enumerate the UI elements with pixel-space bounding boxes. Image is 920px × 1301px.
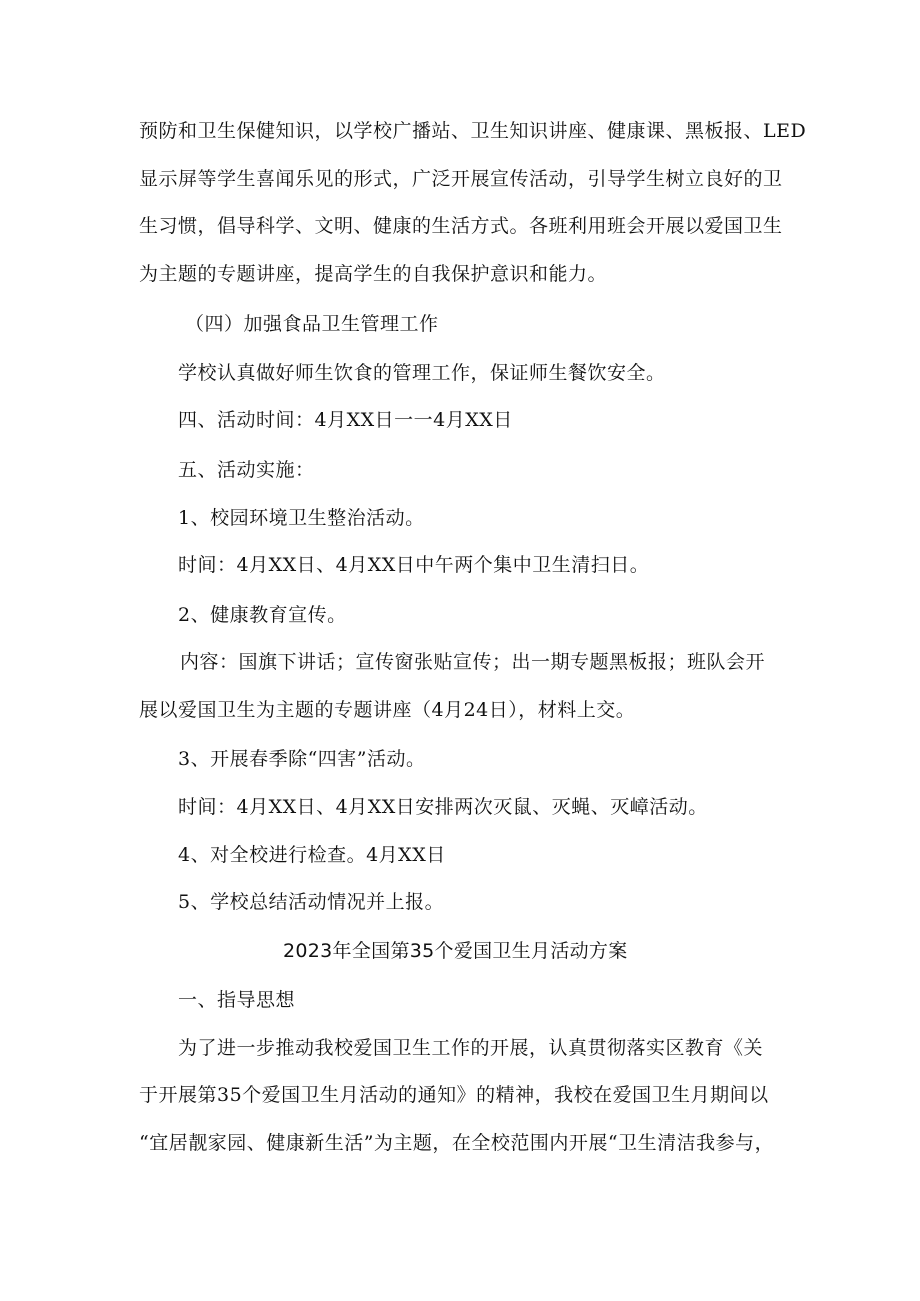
section-heading: （四）加强食品卫生管理工作	[185, 313, 439, 335]
paragraph-line: 生习惯，倡导科学、文明、健康的生活方式。各班利用班会开展以爱国卫生	[139, 215, 783, 237]
paragraph-line: 为了进一步推动我校爱国卫生工作的开展，认真贯彻落实区教育《关	[178, 1037, 764, 1059]
section-heading: 四、活动时间：4月XX日一一4月XX日	[178, 409, 513, 431]
paragraph-line: 显示屏等学生喜闻乐见的形式，广泛开展宣传活动，引导学生树立良好的卫	[139, 168, 783, 190]
list-item: 5、学校总结活动情况并上报。	[178, 891, 445, 913]
paragraph-line: 展以爱国卫生为主题的专题讲座（4月24日），材料上交。	[139, 699, 636, 721]
paragraph-line: “宜居靓家园、健康新生活”为主题，在全校范围内开展“卫生清洁我参与，	[139, 1132, 775, 1154]
paragraph-line: 于开展第35个爱国卫生月活动的通知》的精神，我校在爱国卫生月期间以	[139, 1084, 769, 1106]
list-item: 4、对全校进行检查。4月XX日	[178, 844, 446, 866]
paragraph-line: 预防和卫生保健知识，以学校广播站、卫生知识讲座、健康课、黑板报、LED	[139, 120, 807, 142]
list-item: 1、校园环境卫生整治活动。	[178, 507, 425, 529]
list-item: 3、开展春季除“四害”活动。	[178, 748, 426, 770]
section-heading: 一、指导思想	[178, 989, 296, 1011]
section-heading: 五、活动实施：	[178, 459, 315, 481]
paragraph-line: 内容：国旗下讲话；宣传窗张贴宣传；出一期专题黑板报；班队会开	[180, 651, 766, 673]
paragraph-line: 时间：4月XX日、4月XX日中午两个集中卫生清扫日。	[178, 554, 650, 576]
paragraph-line: 学校认真做好师生饮食的管理工作，保证师生餐饮安全。	[178, 362, 666, 384]
document-title: 2023年全国第35个爱国卫生月活动方案	[283, 940, 628, 962]
list-item: 2、健康教育宣传。	[178, 604, 347, 626]
paragraph-line: 时间：4月XX日、4月XX日安排两次灭鼠、灭蝇、灭嶂活动。	[178, 796, 708, 818]
paragraph-line: 为主题的专题讲座，提高学生的自我保护意识和能力。	[139, 263, 608, 285]
